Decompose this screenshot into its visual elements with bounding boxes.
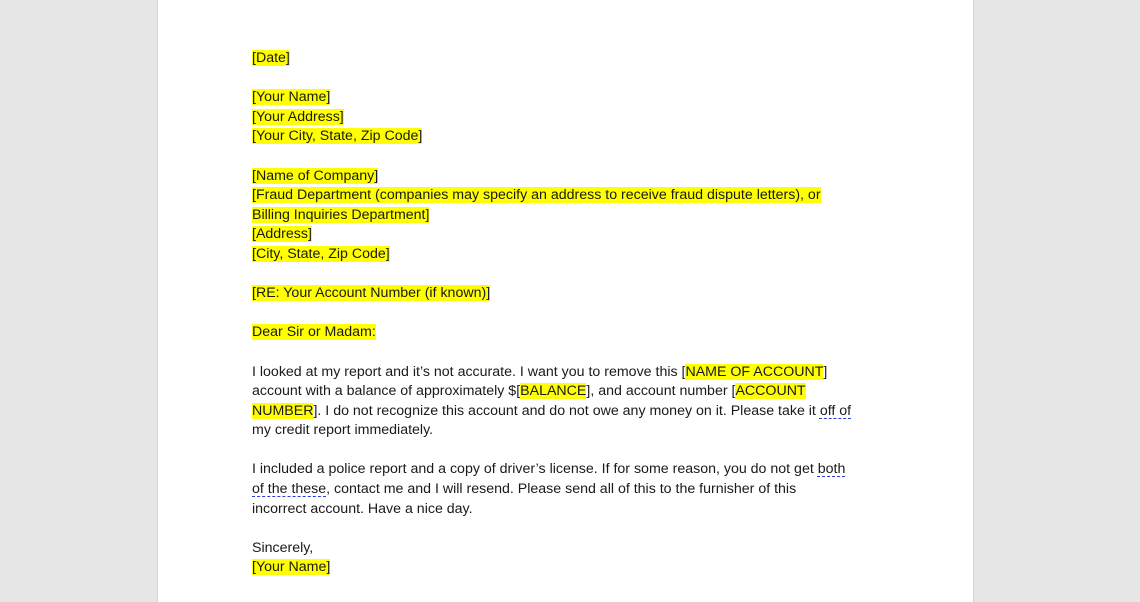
- recipient-department-line1: [Fraud Department (companies may specify an address to receive fraud dispute letters), or: [252, 187, 821, 204]
- recipient-address: [Address]: [252, 226, 312, 243]
- body1-line1: [252, 363, 892, 383]
- body-paragraph-1: [252, 363, 892, 441]
- spellcheck-flag[interactable]: of the these: [252, 481, 327, 498]
- closing-block: [252, 539, 892, 578]
- sender-city: [Your City, State, Zip Code]: [252, 128, 423, 145]
- spellcheck-flag[interactable]: off of: [819, 402, 852, 419]
- body1-line3: [252, 402, 892, 422]
- signature-field: [Your Name]: [252, 559, 331, 576]
- recipient-department-line2: Billing Inquiries Department]: [252, 206, 430, 223]
- date-paragraph: [252, 49, 892, 69]
- salutation-text: Dear Sir or Madam:: [252, 324, 376, 341]
- re-field: [RE: Your Account Number (if known)]: [252, 285, 491, 302]
- body1-line4: [252, 421, 892, 441]
- balance-field: BALANCE: [520, 383, 587, 400]
- body2-line1: [252, 460, 892, 480]
- recipient-company: [Name of Company]: [252, 167, 379, 184]
- body1-text: account with a balance of approximately $[: [252, 383, 521, 400]
- body1-text: ]. I do not recognize this account and do not owe any money on it. Please take it: [313, 402, 820, 419]
- closing-text: Sincerely,: [252, 539, 314, 556]
- body1-text: ]: [823, 363, 828, 380]
- body1-text: ], and account number [: [586, 383, 736, 400]
- date-field: [Date]: [252, 50, 290, 66]
- recipient-block: [252, 167, 892, 265]
- salutation: [252, 323, 892, 343]
- sender-address: [Your Address]: [252, 108, 344, 125]
- body2-line3: [252, 500, 892, 520]
- body1-text: my credit report immediately.: [252, 422, 434, 439]
- re-line: [252, 284, 892, 304]
- account-number-field: NUMBER: [252, 402, 314, 419]
- account-name-field: NAME OF ACCOUNT: [685, 363, 824, 380]
- body2-line2: [252, 480, 892, 500]
- account-number-field: ACCOUNT: [735, 383, 806, 400]
- body-paragraph-2: [252, 460, 892, 519]
- body2-text: , contact me and I will resend. Please send all of this to the furnisher of this: [326, 481, 797, 498]
- letter-body[interactable]: [252, 49, 892, 598]
- sender-block: [252, 88, 892, 147]
- body1-line2: [252, 382, 892, 402]
- recipient-city: [City, State, Zip Code]: [252, 245, 390, 262]
- spellcheck-flag[interactable]: both: [817, 461, 846, 478]
- sender-name: [Your Name]: [252, 89, 331, 106]
- document-page[interactable]: [157, 0, 974, 602]
- body2-text: I included a police report and a copy of driver’s license. If for some reason, you do not get: [252, 461, 818, 478]
- body2-text: incorrect account. Have a nice day.: [252, 500, 473, 517]
- body1-text: I looked at my report and it’s not accurate. I want you to remove this [: [252, 363, 686, 380]
